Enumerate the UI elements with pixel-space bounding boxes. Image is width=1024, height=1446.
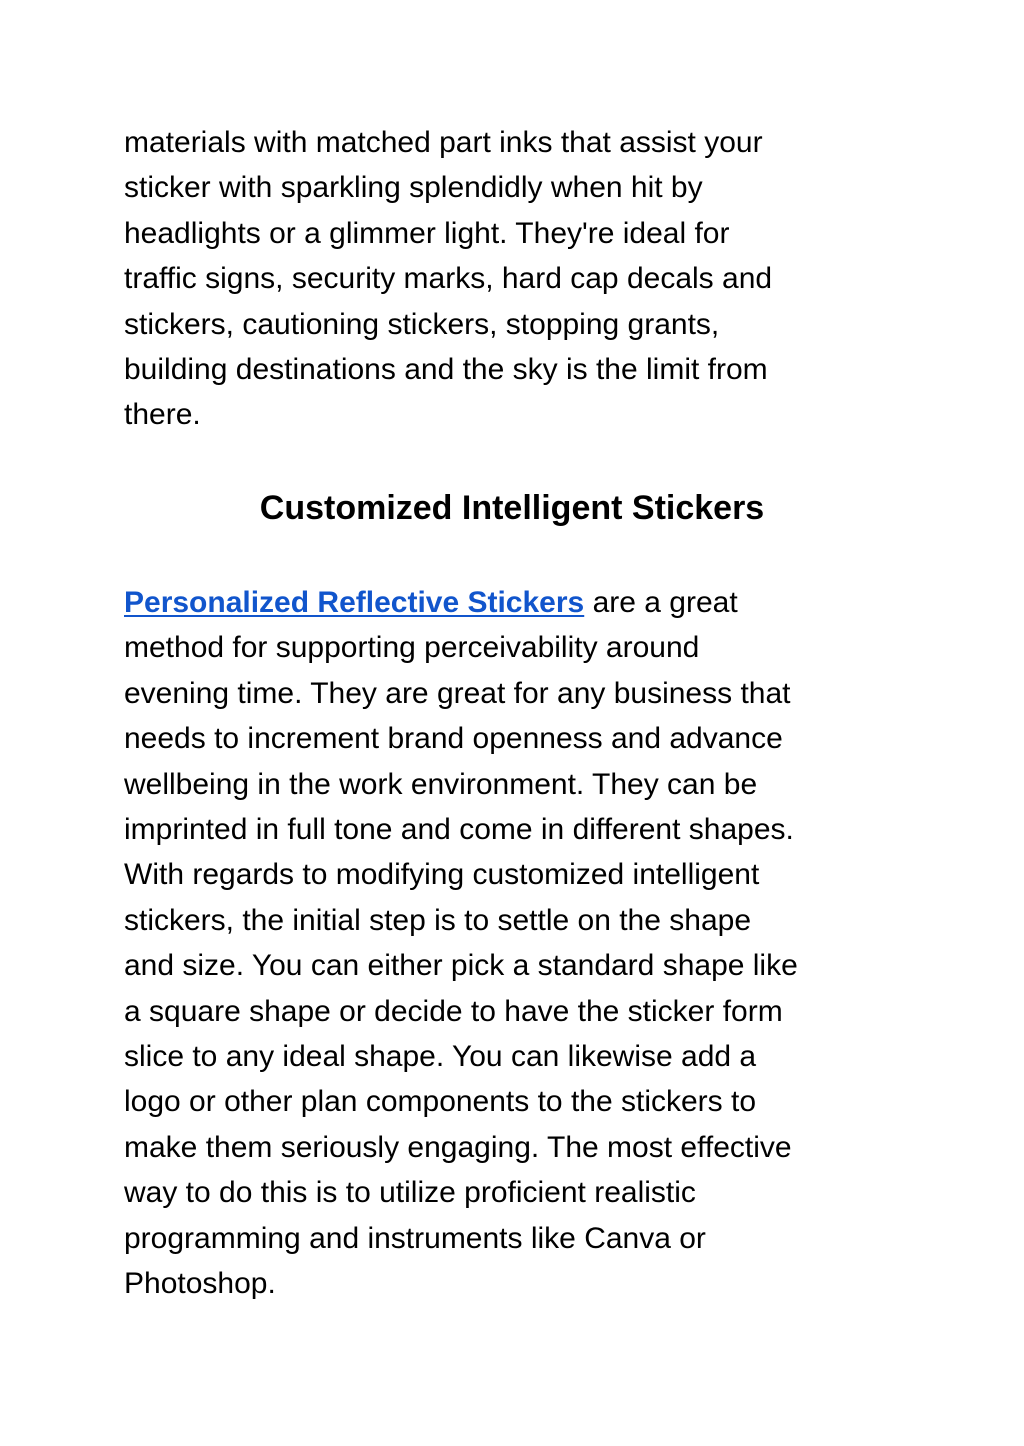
paragraph-line: imprinted in full tone and come in different shapes.: [124, 813, 794, 847]
document-page: [124, 120, 900, 1301]
paragraph-line: headlights or a glimmer light. They're ideal for: [124, 216, 730, 250]
section-heading: Customized Intelligent Stickers: [259, 489, 765, 527]
paragraph-2: [124, 580, 900, 1307]
paragraph-line: materials with matched part inks that assist your: [124, 126, 763, 159]
paragraph-line: way to do this is to utilize proficient realistic: [124, 1176, 696, 1210]
paragraph-1: [124, 120, 900, 438]
paragraph-first-line: [124, 580, 900, 625]
paragraph-line: traffic signs, security marks, hard cap decals and: [124, 262, 773, 296]
paragraph-line: slice to any ideal shape. You can likewise add a: [124, 1040, 757, 1074]
paragraph-line: stickers, cautioning stickers, stopping grants,: [124, 307, 720, 341]
paragraph-line: make them seriously engaging. The most effective: [124, 1130, 792, 1164]
paragraph-line: logo or other plan components to the stickers to: [124, 1085, 757, 1119]
paragraph-line: needs to increment brand openness and advance: [124, 722, 783, 756]
paragraph-line: programming and instruments like Canva or: [124, 1221, 706, 1255]
paragraph-line: method for supporting perceivability around: [124, 631, 700, 665]
paragraph-line: wellbeing in the work environment. They can be: [124, 767, 758, 801]
reflective-stickers-link[interactable]: Personalized Reflective Stickers: [124, 586, 585, 619]
paragraph-line: With regards to modifying customized intelligent: [124, 858, 760, 892]
paragraph-line: a square shape or decide to have the sticker form: [124, 994, 783, 1028]
paragraph-line-rest: are a great: [584, 586, 738, 619]
paragraph-line: there.: [124, 398, 201, 432]
paragraph-line: sticker with sparkling splendidly when hit by: [124, 171, 703, 205]
paragraph-line: Photoshop.: [124, 1267, 276, 1301]
paragraph-line: and size. You can either pick a standard shape like: [124, 949, 798, 983]
paragraph-line: evening time. They are great for any business that: [124, 676, 791, 710]
paragraph-line: building destinations and the sky is the limit from: [124, 353, 768, 387]
paragraph-line: stickers, the initial step is to settle on the shape: [124, 903, 751, 937]
